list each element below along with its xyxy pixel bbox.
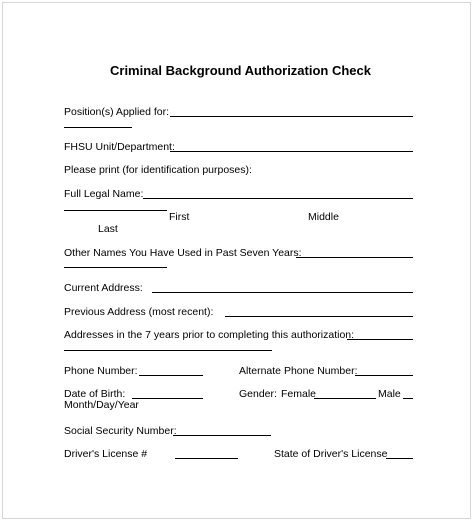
first-name-caption: First — [169, 211, 190, 223]
alternate-phone-label: Alternate Phone Number: — [239, 365, 358, 377]
addresses-7-years-line-2[interactable] — [64, 350, 272, 351]
addresses-7-years-line[interactable] — [347, 339, 413, 340]
full-legal-name-line-2[interactable] — [64, 210, 167, 211]
print-instruction: Please print (for identification purposes): — [64, 164, 252, 176]
other-names-label: Other Names You Have Used in Past Seven Years: — [64, 247, 302, 259]
full-legal-name-label: Full Legal Name: — [64, 188, 144, 200]
previous-address-label: Previous Address (most recent): — [64, 306, 214, 318]
phone-number-label: Phone Number: — [64, 365, 138, 377]
full-legal-name-line[interactable] — [143, 198, 413, 199]
drivers-license-line[interactable] — [175, 458, 238, 459]
form-title: Criminal Background Authorization Check — [110, 63, 371, 78]
ssn-label: Social Security Number: — [64, 425, 177, 437]
drivers-license-label: Driver's License # — [64, 448, 148, 460]
gender-male-label: Male — [378, 388, 401, 400]
date-of-birth-label: Date of Birth: — [64, 388, 126, 400]
dob-format-hint: Month/Day/Year — [64, 399, 139, 411]
position-applied-line[interactable] — [170, 116, 413, 117]
previous-address-line[interactable] — [225, 316, 413, 317]
position-applied-line-2[interactable] — [64, 127, 132, 128]
other-names-line[interactable] — [296, 257, 413, 258]
drivers-license-state-line[interactable] — [386, 458, 413, 459]
current-address-label: Current Address: — [64, 282, 143, 294]
gender-female-label: Female — [281, 388, 317, 400]
position-applied-label: Position(s) Applied for: — [64, 106, 170, 118]
ssn-line[interactable] — [173, 435, 271, 436]
unit-department-line[interactable] — [170, 151, 413, 152]
gender-male-line[interactable] — [403, 398, 413, 399]
gender-label: Gender: — [239, 388, 277, 400]
addresses-7-years-label: Addresses in the 7 years prior to completing this authorization: — [64, 329, 355, 341]
drivers-license-state-label: State of Driver's License — [274, 448, 388, 460]
middle-name-caption: Middle — [308, 211, 339, 223]
document-page — [2, 2, 471, 519]
unit-department-label: FHSU Unit/Department: — [64, 141, 175, 153]
gender-female-line[interactable] — [314, 398, 376, 399]
phone-number-line[interactable] — [139, 375, 203, 376]
other-names-line-2[interactable] — [64, 267, 167, 268]
alternate-phone-line[interactable] — [355, 375, 413, 376]
last-name-caption: Last — [98, 223, 118, 235]
date-of-birth-line[interactable] — [132, 398, 203, 399]
current-address-line[interactable] — [152, 292, 413, 293]
